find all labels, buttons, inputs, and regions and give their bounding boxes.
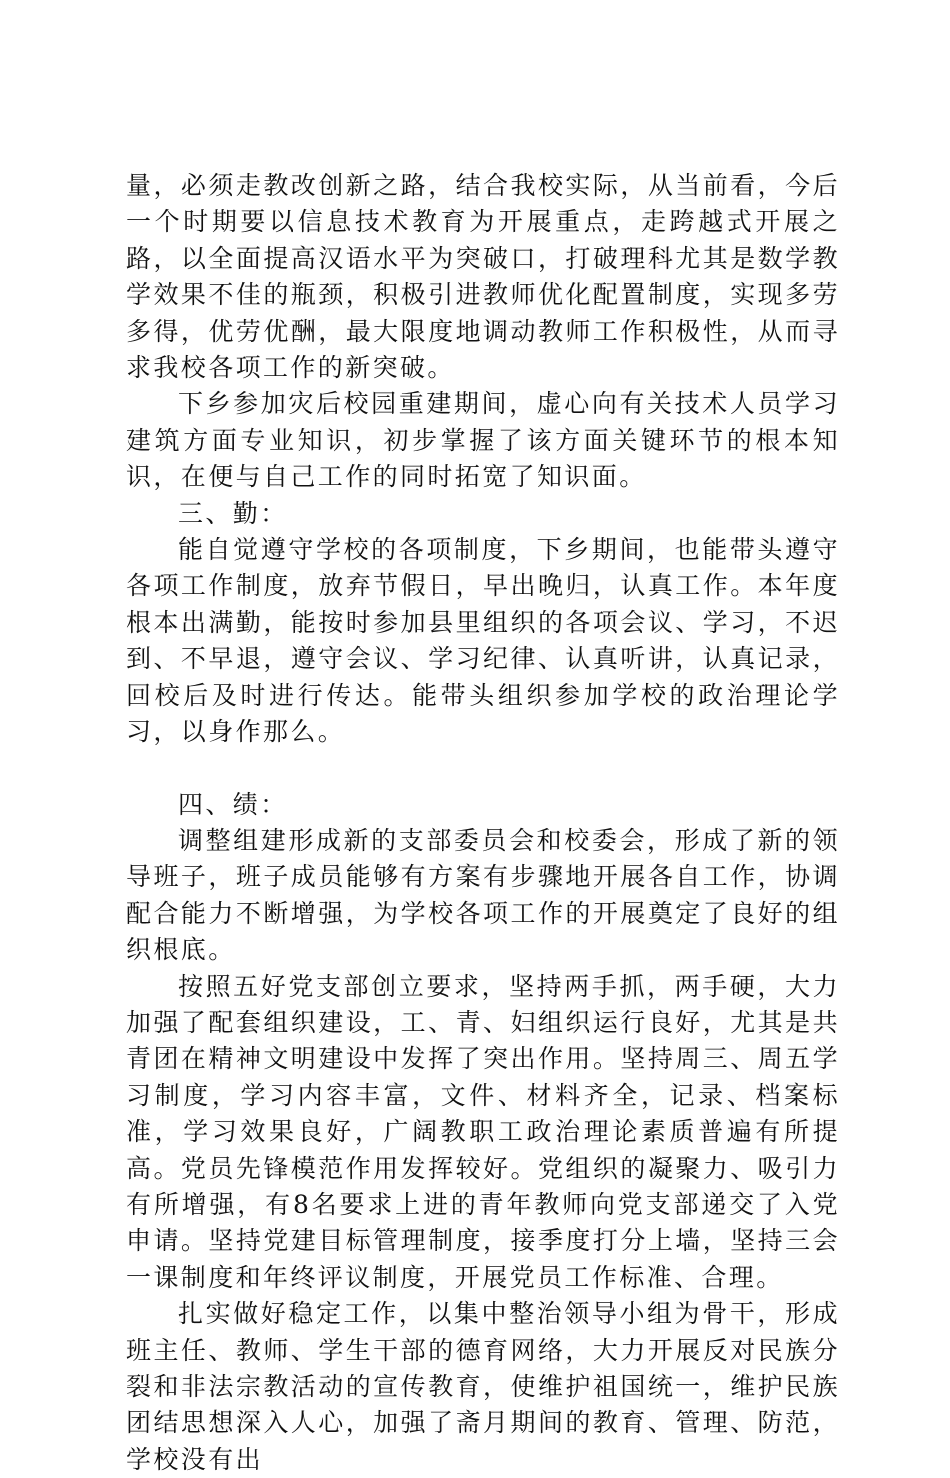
paragraph-reconstruction: 下乡参加灾后校园重建期间，虚心向有关技术人员学习建筑方面专业知识，初步掌握了该方面关键环节的根本知识，在便与自己工作的同时拓宽了知识面。 (126, 389, 840, 492)
paragraph-diligence: 能自觉遵守学校的各项制度，下乡期间，也能带头遵守各项工作制度，放弃节假日，早出晚归，认真工作。本年度根本出满勤，能按时参加县里组织的各项会议、学习，不迟到、不早退，遵守会议、学习纪律、认真听讲，认真记录，回校后及时进行传达。能带头组织参加学校的政治理论学习，以身作那么。 (126, 535, 840, 747)
paragraph-stability: 扎实做好稳定工作，以集中整治领导小组为骨干，形成班主任、教师、学生干部的德育网络，大力开展反对民族分裂和非法宗教活动的宣传教育，使维护祖国统一，维护民族团结思想深入人心，加强了斋月期间的教育、管理、防范，学校没有出 (126, 1299, 840, 1474)
paragraph-party-branch: 按照五好党支部创立要求，坚持两手抓，两手硬，大力加强了配套组织建设，工、青、妇组织运行良好，尤其是共青团在精神文明建设中发挥了突出作用。坚持周三、周五学习制度，学习内容丰富，文件、材料齐全，记录、档案标准，学习效果良好，广阔教职工政治理论素质普遍有所提高。党员先锋模范作用发挥较好。党组织的凝聚力、吸引力有所增强，有8名要求上进的青年教师向党支部递交了入党申请。坚持党建目标管理制度，接季度打分上墙，坚持三会一课制度和年终评议制度，开展党员工作标准、合理。 (126, 971, 840, 1292)
document-body (126, 168, 840, 1478)
paragraph-leadership: 调整组建形成新的支部委员会和校委会，形成了新的领导班子，班子成员能够有方案有步骤地开展各自工作，协调配合能力不断增强，为学校各项工作的开展奠定了良好的组织根底。 (126, 825, 840, 965)
paragraph-continuation: 量，必须走教改创新之路，结合我校实际，从当前看，今后一个时期要以信息技术教育为开展重点，走跨越式开展之路，以全面提高汉语水平为突破口，打破理科尤其是数学教学效果不佳的瓶颈，积极引进教师优化配置制度，实现多劳多得，优劳优酬，最大限度地调动教师工作积极性，从而寻求我校各项工作的新突破。 (126, 171, 840, 383)
section-heading-diligence: 三、勤： (178, 498, 288, 528)
section-heading-achievements: 四、绩： (178, 789, 288, 819)
